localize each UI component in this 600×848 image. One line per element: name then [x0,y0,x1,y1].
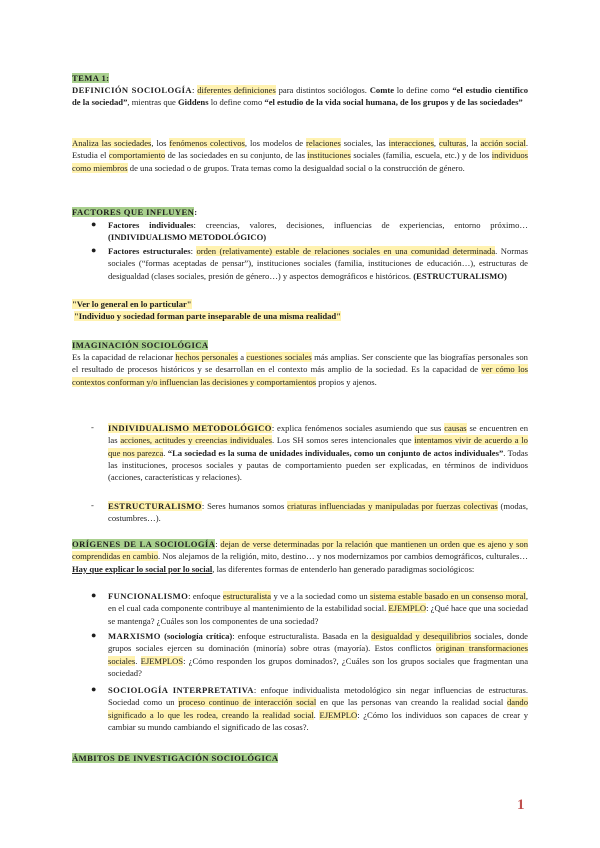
marxism: MARXISMO (sociología crítica): enfoque estructuralista. Basada en la desigualdad y desequilibrios sociales, donde grupos sociales ejercen su dominación (minoría) sobre otras (mayoría). Estos conflictos originan transformaciones sociales. EJEMPLOS: ¿Cómo responden los grupos dominados?, ¿Cuáles son los grupos sociales que fragmentan una sociedad? [108,631,529,679]
bullet-icon: ● [91,630,97,640]
imagination-heading [72,339,528,351]
functionalism: FUNCIONALISMO: enfoque estructuralista y ve a la sociedad como un sistema estable basado en un consenso moral, en el cual cada componente contribuye al mantenimiento de la estabilidad social. EJEMPLO: ¿Qué hace que una sociedad se mantenga? ¿Cuáles son los componentes de una sociedad? [108,591,529,626]
research-areas-heading [72,752,528,764]
imagination-title: IMAGINACIÓN SOCIOLÓGICA [72,340,209,350]
analysis-paragraph: Analiza las sociedades, los fenómenos colectivos, los modelos de relaciones sociales, las interacciones, culturas, la acción social. Estudia el comportamiento de las sociedades en su conjunto, de las instituciones sociales (familia, escuela, etc.) y de los individuos como miembros de una sociedad o de grupos. Trata temas como la desigualdad social o la construcción de género. [72,138,529,173]
factor-individual: Factores individuales: creencias, valores, decisiones, influencias de experiencias, entorno próximo… (INDIVIDUALISMO METODOLÓGICO) [108,220,528,243]
factor-structural: Factores estructurales: orden (relativamente) estable de relaciones sociales en una comunidad determinada. Normas sociales (“formas aceptadas de pensar”), instituciones sociales (familia, instituciones de educación…), estructuras de desigualdad (clases sociales, presión de género…) y aspectos demográficos e históricos. (ESTRUCTURALISMO) [108,246,528,281]
bullet-icon: ● [91,684,97,694]
dash-marker: - [91,422,94,432]
definition-title: DEFINICIÓN SOCIOLOGÍA [72,85,193,95]
imagination-paragraph: Es la capacidad de relacionar hechos personales a cuestiones sociales más amplias. Ser consciente que las biografías personales son el resultado de procesos históricos y se desarrollan en el contexto más amplio de la sociedad. Es la capacidad de ver cómo los contextos conforman y/o influencian las decisiones y comportamientos propios y ajenos. [72,352,528,387]
topic-heading [72,72,528,84]
methodological-individualism: INDIVIDUALISMO METODOLÓGICO: explica fenómenos sociales asumiendo que sus causas se encuentren en las acciones, actitudes y creencias individuales. Los SH somos seres intencionales que intentamos vivir de acuerdo a lo que nos parezca. “La sociedad es la suma de unidades individuales, como un conjunto de actos individuales”. Todas las instituciones, procesos sociales y pautas de comportamiento pueden ser explicadas, en términos de individuos (acciones, características y relaciones). [108,423,529,483]
research-areas-title: ÁMBITOS DE INVESTIGACIÓN SOCIOLÓGICA [72,753,279,763]
dash-marker: - [91,500,94,510]
bullet-icon: ● [91,219,97,229]
bullet-icon: ● [91,245,97,255]
origins-paragraph: ORÍGENES DE LA SOCIOLOGÍA: dejan de verse determinadas por la relación que mantienen un orden que es ajeno y son comprendidas en cambio. Nos alejamos de la religión, mito, destino… y nos modernizamos por cambios demográficos, culturales… Hay que explicar lo social por lo social, las diferentes formas de entenderlo han generado paradigmas sociológicos: [72,539,528,574]
factors-title: FACTORES QUE INFLUYEN [72,207,195,217]
factors-heading: FACTORES QUE INFLUYEN: [72,207,198,217]
structuralism: ESTRUCTURALISMO: Seres humanos somos criaturas influenciadas y manipuladas por fuerzas colectivas (modas, costumbres…). [108,501,529,524]
page-number: 1 [517,797,525,813]
topic-label: TEMA 1: [72,73,110,83]
definition-paragraph: DEFINICIÓN SOCIOLOGÍA: diferentes definiciones para distintos sociólogos. Comte lo define como “el estudio científico de la sociedad”, mientras que Giddens lo define como “el estudio de la vida social humana, de los grupos y de las sociedades” [72,85,528,108]
bullet-icon: ● [91,590,97,600]
quote-individual-society: "Individuo y sociedad forman parte inseparable de una misma realidad" [74,311,341,321]
quote-general: "Ver lo general en lo particular" [72,299,192,309]
origins-title: ORÍGENES DE LA SOCIOLOGÍA [72,539,216,549]
interpretive-sociology: SOCIOLOGÍA INTERPRETATIVA: enfoque individualista metodológico sin negar influencias de estructuras. Sociedad como un proceso continuo de interacción social en que las personas van creando la realidad social dando significado a lo que les rodea, creando la realidad social. EJEMPLO: ¿Cómo los individuos son capaces de crear y cambiar su mundo cambiando el significado de las cosas?. [108,685,529,733]
